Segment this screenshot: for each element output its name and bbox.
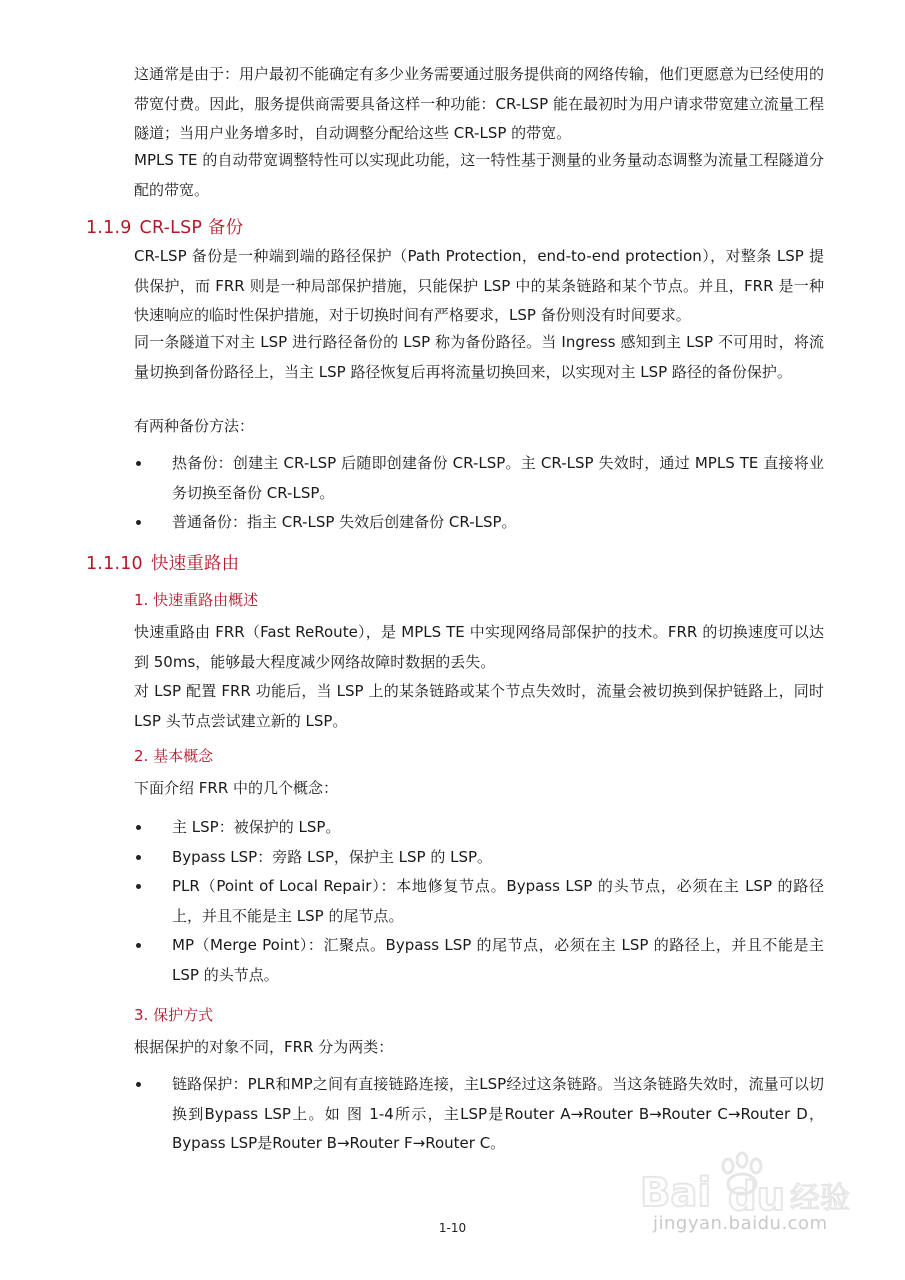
watermark-url: jingyan.baidu.com	[653, 1213, 828, 1234]
frr-overview-paragraph-1: 快速重路由 FRR（Fast ReRoute），是 MPLS TE 中实现网络局部保护的技术。FRR 的切换速度可以达到 50ms，能够最大程度减少网络故障时数据的丢失。	[134, 623, 824, 671]
basic-concepts-intro: 下面介绍 FRR 中的几个概念：	[134, 779, 339, 797]
frr-overview-paragraph-2: 对 LSP 配置 FRR 功能后，当 LSP 上的某条链路或某个节点失效时，流量会被切换到保护链路上，同时 LSP 头节点尝试建立新的 LSP。	[134, 682, 824, 730]
svg-text:Bai: Bai	[640, 1170, 712, 1216]
paw-icon	[640, 1150, 890, 1220]
list-item: PLR（Point of Local Repair）：本地修复节点。Bypass LSP 的头节点，必须在主 LSP 的路径上，并且不能是主 LSP 的尾节点。	[134, 872, 824, 931]
bullet-icon	[136, 1082, 141, 1087]
section-heading-1-1-10	[86, 550, 239, 575]
list-item: 普通备份：指主 CR-LSP 失效后创建备份 CR-LSP。	[134, 508, 824, 538]
svg-text:经验: 经验	[790, 1181, 850, 1216]
crlsp-paragraph-3: 有两种备份方法：	[134, 417, 255, 435]
section-title: CR-LSP 备份	[139, 218, 244, 238]
crlsp-paragraph-1: CR-LSP 备份是一种端到端的路径保护（Path Protection，end-to-end protection），对整条 LSP 提供保护，而 FRR 则是一种局部保护措施，只能保护 LSP 中的某条链路和某个节点。并且，FRR 是一种快速响应的临时性保护措施，对于切换时间有严格要求，LSP 备份则没有时间要求。	[134, 247, 824, 324]
baidu-watermark-logo	[640, 1150, 890, 1250]
subsection-heading-frr-overview: 1. 快速重路由概述	[134, 591, 259, 609]
bullet-icon	[136, 884, 141, 889]
bullet-icon	[136, 461, 141, 466]
svg-text:du: du	[728, 1174, 786, 1220]
list-item: 链路保护：PLR和MP之间有直接链路连接，主LSP经过这条链路。当这条链路失效时，流量可以切换到Bypass LSP上。如 图 1-4所示，主LSP是Router A→Router B→Router C→Router D，Bypass LSP是Router B→Router F→Router C。	[134, 1070, 824, 1159]
section-heading-1-1-9	[86, 214, 243, 239]
list-item: 热备份：创建主 CR-LSP 后随即创建备份 CR-LSP。主 CR-LSP 失效时，通过 MPLS TE 直接将业务切换至备份 CR-LSP。	[134, 449, 824, 508]
subsection-heading-protection-modes: 3. 保护方式	[134, 1006, 214, 1024]
intro-paragraph-2: MPLS TE 的自动带宽调整特性可以实现此功能，这一特性基于测量的业务量动态调整为流量工程隧道分配的带宽。	[134, 151, 824, 199]
list-item: MP（Merge Point）：汇聚点。Bypass LSP 的尾节点，必须在主 LSP 的路径上，并且不能是主 LSP 的头节点。	[134, 931, 824, 990]
page-number: 1-10	[438, 1221, 467, 1235]
section-number: 1.1.9	[86, 218, 132, 238]
list-item: 主 LSP：被保护的 LSP。	[134, 813, 824, 843]
section-number: 1.1.10	[86, 554, 143, 574]
intro-paragraph-1: 这通常是由于：用户最初不能确定有多少业务需要通过服务提供商的网络传输，他们更愿意为已经使用的带宽付费。因此，服务提供商需要具备这样一种功能：CR-LSP 能在最初时为用户请求带宽建立流量工程隧道；当用户业务增多时，自动调整分配给这些 CR-LSP 的带宽。	[134, 65, 825, 142]
protection-modes-intro: 根据保护的对象不同，FRR 分为两类：	[134, 1038, 394, 1056]
bullet-icon	[136, 825, 141, 830]
crlsp-paragraph-2: 同一条隧道下对主 LSP 进行路径备份的 LSP 称为备份路径。当 Ingress 感知到主 LSP 不可用时，将流量切换到备份路径上，当主 LSP 路径恢复后再将流量切换回来，以实现对主 LSP 路径的备份保护。	[134, 333, 824, 381]
section-title: 快速重路由	[150, 554, 240, 574]
bullet-icon	[136, 520, 141, 525]
bullet-icon	[136, 855, 141, 860]
list-item: Bypass LSP：旁路 LSP，保护主 LSP 的 LSP。	[134, 843, 824, 873]
bullet-icon	[136, 943, 141, 948]
subsection-heading-basic-concepts: 2. 基本概念	[134, 747, 214, 765]
